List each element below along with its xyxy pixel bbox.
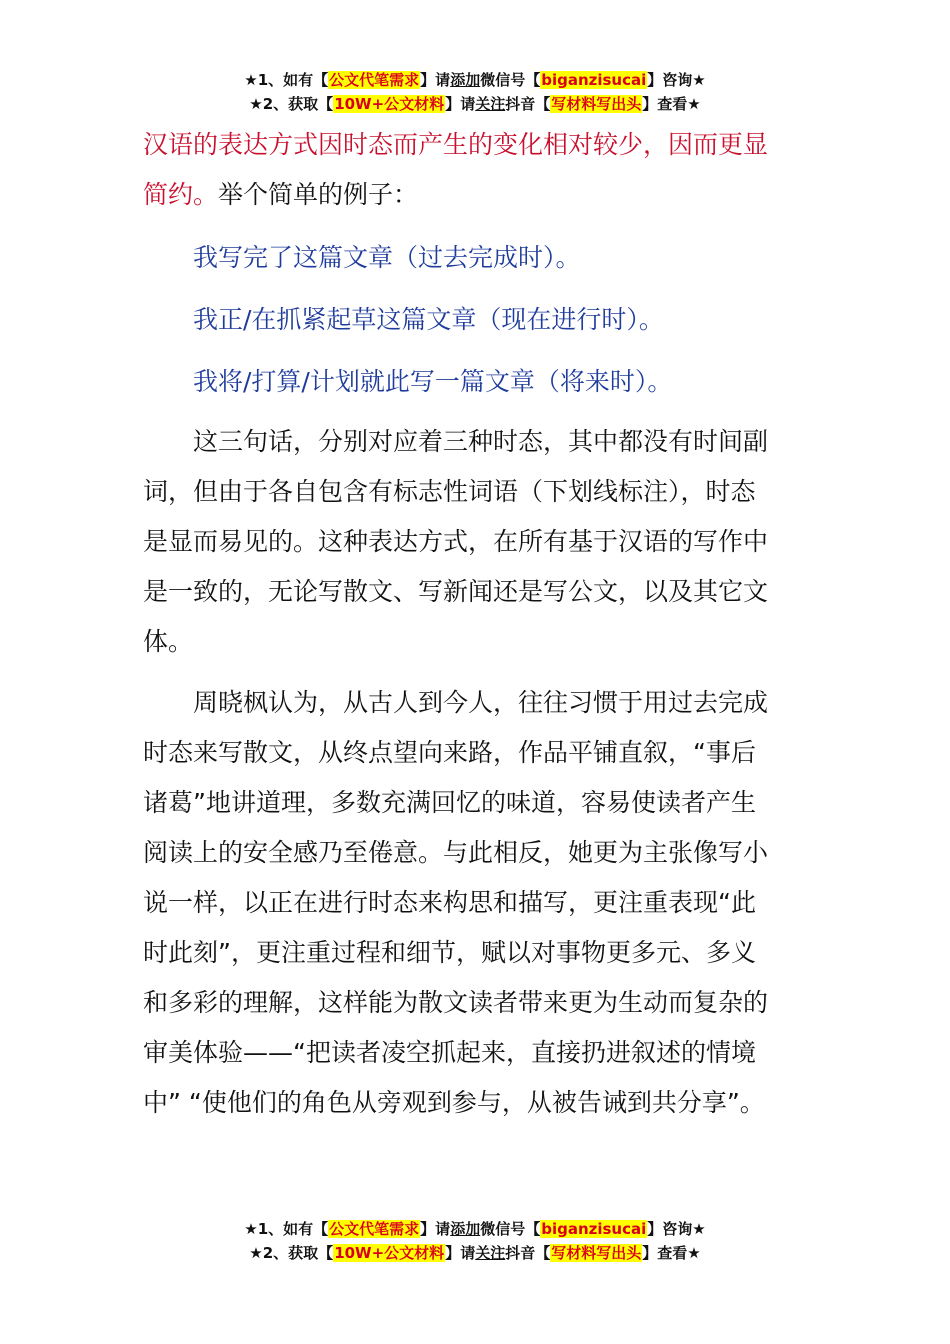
paragraph-3-line: 说一样，以正在进行时态来构思和描写，更注重表现“此 [143,888,756,917]
paragraph-2-line: 词，但由于各自包含有标志性词语（下划线标注），时态 [143,477,756,506]
promo-highlight-service: 公文代笔需求 [329,71,420,89]
promo-line-2: ★2、获取【10W+公文材料】请关注抖音【写材料写出头】查看★ [249,95,701,113]
paragraph-3-line: 周晓枫认为，从古人到今人，往往习惯于用过去完成 [193,688,769,717]
paragraph-3-line: 时态来写散文，从终点望向来路，作品平铺直叙，“事后 [143,738,756,767]
example-past-tense: 我写完了这篇文章（过去完成时）。 [193,243,581,272]
paragraph-3-line: 阅读上的安全感乃至倦意。与此相反，她更为主张像写小 [143,838,769,867]
promo-highlight-douyin: 写材料写出头 [551,95,642,113]
paragraph-2-line: 是一致的，无论写散文、写新闻还是写公文，以及其它文 [143,577,769,606]
paragraph-3-line: 审美体验——“把读者凌空抓起来，直接扔进叙述的情境 [143,1038,756,1067]
promo-highlight-materials: 10W+公文材料 [334,95,445,113]
paragraph-3-line: 诸葛”地讲道理，多数充满回忆的味道，容易使读者产生 [143,788,756,817]
promo-highlight-wechat-id: biganzisucai [541,1220,647,1238]
promo-line-1: ★1、如有【公文代笔需求】请添加微信号【biganzisucai】咨询★ [244,71,706,89]
promo-highlight-service: 公文代笔需求 [329,1220,420,1238]
promo-header-top [0,68,950,116]
promo-highlight-wechat-id: biganzisucai [541,71,647,89]
paragraph-1-line-1: 汉语的表达方式因时态而产生的变化相对较少，因而更显 [143,130,769,159]
promo-highlight-materials: 10W+公文材料 [334,1244,445,1262]
promo-line-2: ★2、获取【10W+公文材料】请关注抖音【写材料写出头】查看★ [249,1244,701,1262]
promo-highlight-douyin: 写材料写出头 [551,1244,642,1262]
paragraph-1-line-2: 简约。举个简单的例子： [143,180,419,209]
paragraph-3-line: 时此刻”，更注重过程和细节，赋以对事物更多元、多义 [143,938,756,967]
paragraph-3-line: 中” “使他们的角色从旁观到参与，从被告诫到共分享”。 [143,1088,765,1117]
promo-line-1: ★1、如有【公文代笔需求】请添加微信号【biganzisucai】咨询★ [244,1220,706,1238]
paragraph-3-line: 和多彩的理解，这样能为散文读者带来更为生动而复杂的 [143,988,769,1017]
paragraph-2-line: 是显而易见的。这种表达方式，在所有基于汉语的写作中 [143,527,769,556]
promo-footer-bottom [0,1217,950,1265]
paragraph-2-line: 体。 [143,627,194,656]
example-future-tense: 我将/打算/计划就此写一篇文章（将来时）。 [193,367,673,396]
example-present-tense: 我正/在抓紧起草这篇文章（现在进行时）。 [193,305,664,334]
paragraph-2-line: 这三句话，分别对应着三种时态，其中都没有时间副 [193,427,769,456]
